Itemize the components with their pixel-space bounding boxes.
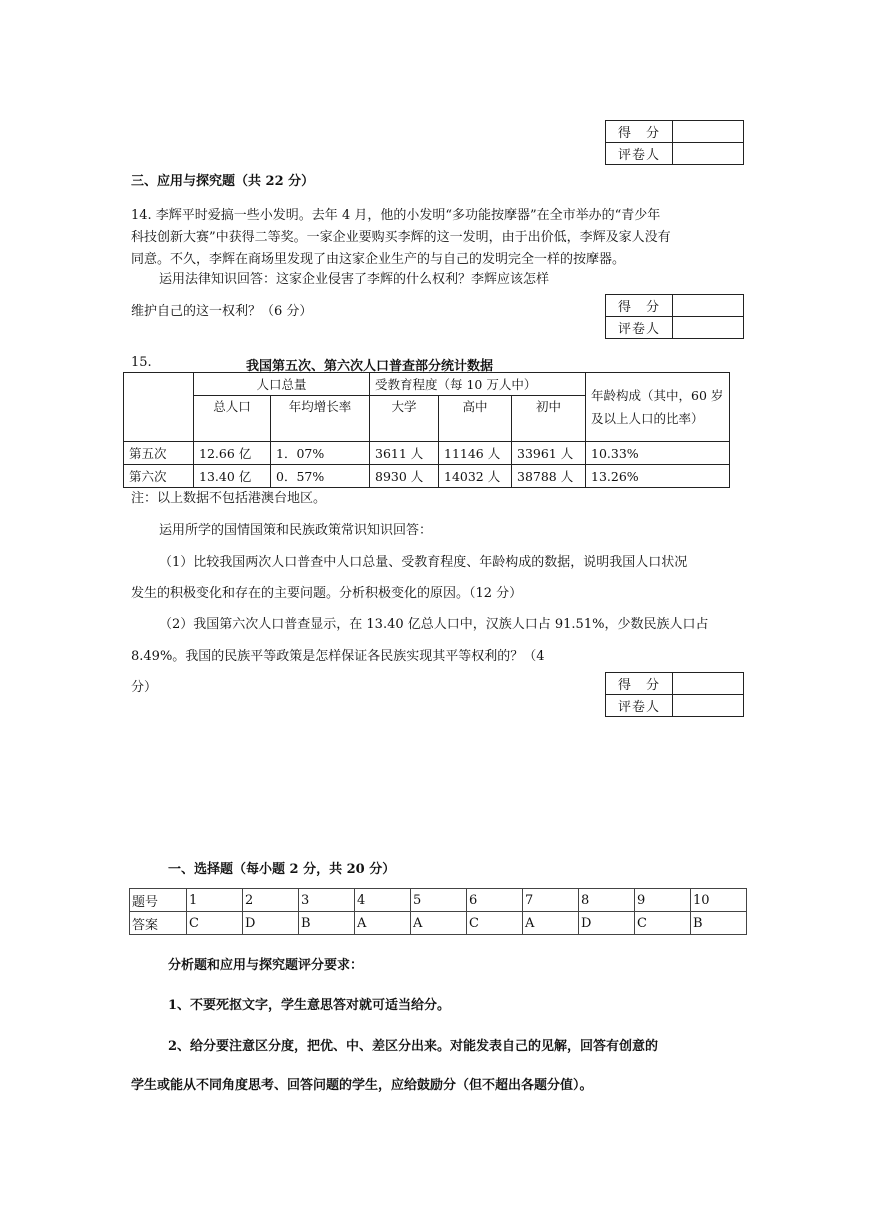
q15-p2-line1: （2）我国第六次人口普查显示，在 13.40 亿总人口中，汉族人口占 91.51%，少数民族人口占 bbox=[159, 617, 709, 632]
section3-title: 三、应用与探究题（共 22 分） bbox=[131, 174, 315, 189]
header-university: 大学 bbox=[370, 396, 439, 442]
score-box bbox=[605, 294, 744, 339]
cell-growth: 0．57% bbox=[271, 465, 370, 488]
cell-high: 14032 人 bbox=[439, 465, 512, 488]
header-age: 年龄构成（其中，60 岁及以上人口的比率） bbox=[586, 373, 730, 442]
cell-age: 13.26% bbox=[586, 465, 730, 488]
question-number: 2 bbox=[243, 889, 299, 912]
grader-label: 评卷人 bbox=[606, 695, 673, 717]
question-number: 3 bbox=[299, 889, 355, 912]
q14-line4: 运用法律知识回答：这家企业侵害了李辉的什么权利？李辉应该怎样 bbox=[159, 272, 550, 287]
header-high: 高中 bbox=[439, 396, 512, 442]
table-row bbox=[130, 912, 747, 935]
question-number: 8 bbox=[579, 889, 635, 912]
score-box bbox=[605, 672, 744, 717]
header-total: 总人口 bbox=[194, 396, 271, 442]
grading-rule2-line1: 2、给分要注意区分度，把优、中、差区分出来。对能发表自己的见解，回答有创意的 bbox=[168, 1039, 659, 1054]
answer-key: C bbox=[187, 912, 243, 935]
score-box bbox=[605, 120, 744, 165]
q15-intro: 运用所学的国情国策和民族政策常识知识回答： bbox=[159, 523, 433, 538]
grader-cell[interactable] bbox=[673, 695, 744, 717]
header-growth: 年均增长率 bbox=[271, 396, 370, 442]
score-cell[interactable] bbox=[673, 121, 744, 143]
question-number: 7 bbox=[523, 889, 579, 912]
row-label-answer: 答案 bbox=[130, 912, 187, 935]
answer-key: D bbox=[243, 912, 299, 935]
q15-p1-line2: 发生的积极变化和存在的主要问题。分析积极变化的原因。（12 分） bbox=[131, 586, 523, 601]
cell-growth: 1．07% bbox=[271, 442, 370, 465]
q14-line1: 14. 李辉平时爱搞一些小发明。去年 4 月，他的小发明“多功能按摩器”在全市举办的“青少年 bbox=[131, 208, 661, 223]
q15-table-title: 我国第五次、第六次人口普查部分统计数据 bbox=[246, 359, 494, 374]
score-label: 得 分 bbox=[606, 295, 673, 317]
header-pop-total: 人口总量 bbox=[194, 373, 370, 396]
answer-key: A bbox=[523, 912, 579, 935]
score-label: 得 分 bbox=[606, 673, 673, 695]
answer-key: B bbox=[691, 912, 747, 935]
grading-title: 分析题和应用与探究题评分要求： bbox=[168, 958, 364, 973]
score-label: 得 分 bbox=[606, 121, 673, 143]
q15-p1-line1: （1）比较我国两次人口普查中人口总量、受教育程度、年龄构成的数据，说明我国人口状况 bbox=[159, 555, 688, 570]
table-row bbox=[124, 465, 730, 488]
answers-title: 一、选择题（每小题 2 分，共 20 分） bbox=[168, 862, 396, 877]
answer-key: A bbox=[411, 912, 467, 935]
answer-key-table bbox=[129, 888, 747, 935]
question-number: 1 bbox=[187, 889, 243, 912]
cell-high: 11146 人 bbox=[439, 442, 512, 465]
grader-label: 评卷人 bbox=[606, 317, 673, 339]
answer-key: B bbox=[299, 912, 355, 935]
question-number: 10 bbox=[691, 889, 747, 912]
table-note: 注：以上数据不包括港澳台地区。 bbox=[131, 491, 327, 506]
q15-p2-line3: 分） bbox=[131, 680, 158, 695]
cell-junior: 33961 人 bbox=[512, 442, 586, 465]
table-row bbox=[130, 889, 747, 912]
cell-university: 3611 人 bbox=[370, 442, 439, 465]
grader-label: 评卷人 bbox=[606, 143, 673, 165]
row-label: 第六次 bbox=[124, 465, 194, 488]
cell-total: 13.40 亿 bbox=[194, 465, 271, 488]
cell-junior: 38788 人 bbox=[512, 465, 586, 488]
answer-key: C bbox=[467, 912, 523, 935]
q14-line3: 同意。不久，李辉在商场里发现了由这家企业生产的与自己的发明完全一样的按摩器。 bbox=[131, 252, 626, 267]
answer-key: A bbox=[355, 912, 411, 935]
score-cell[interactable] bbox=[673, 295, 744, 317]
answer-key: D bbox=[579, 912, 635, 935]
q15-number: 15. bbox=[131, 355, 152, 370]
answer-key: C bbox=[635, 912, 691, 935]
header-junior: 初中 bbox=[512, 396, 586, 442]
question-number: 6 bbox=[467, 889, 523, 912]
row-label: 第五次 bbox=[124, 442, 194, 465]
question-number: 9 bbox=[635, 889, 691, 912]
table-row bbox=[124, 442, 730, 465]
question-number: 5 bbox=[411, 889, 467, 912]
grader-cell[interactable] bbox=[673, 143, 744, 165]
census-table bbox=[123, 372, 730, 488]
cell-age: 10.33% bbox=[586, 442, 730, 465]
q14-line5: 维护自己的这一权利？（6 分） bbox=[131, 304, 313, 319]
grading-rule2-line2: 学生或能从不同角度思考、回答问题的学生，应给鼓励分（但不超出各题分值）。 bbox=[131, 1078, 593, 1093]
cell-university: 8930 人 bbox=[370, 465, 439, 488]
header-education: 受教育程度（每 10 万人中） bbox=[370, 373, 586, 396]
corner-cell bbox=[124, 373, 194, 442]
grader-cell[interactable] bbox=[673, 317, 744, 339]
cell-total: 12.66 亿 bbox=[194, 442, 271, 465]
question-number: 4 bbox=[355, 889, 411, 912]
q14-line2: 科技创新大赛”中获得二等奖。一家企业要购买李辉的这一发明，由于出价低，李辉及家人没有 bbox=[131, 230, 671, 245]
grading-rule1: 1、不要死抠文字，学生意思答对就可适当给分。 bbox=[168, 998, 451, 1013]
score-cell[interactable] bbox=[673, 673, 744, 695]
q15-p2-line2: 8.49%。我国的民族平等政策是怎样保证各民族实现其平等权利的？（4 bbox=[131, 649, 545, 664]
row-label-question: 题号 bbox=[130, 889, 187, 912]
